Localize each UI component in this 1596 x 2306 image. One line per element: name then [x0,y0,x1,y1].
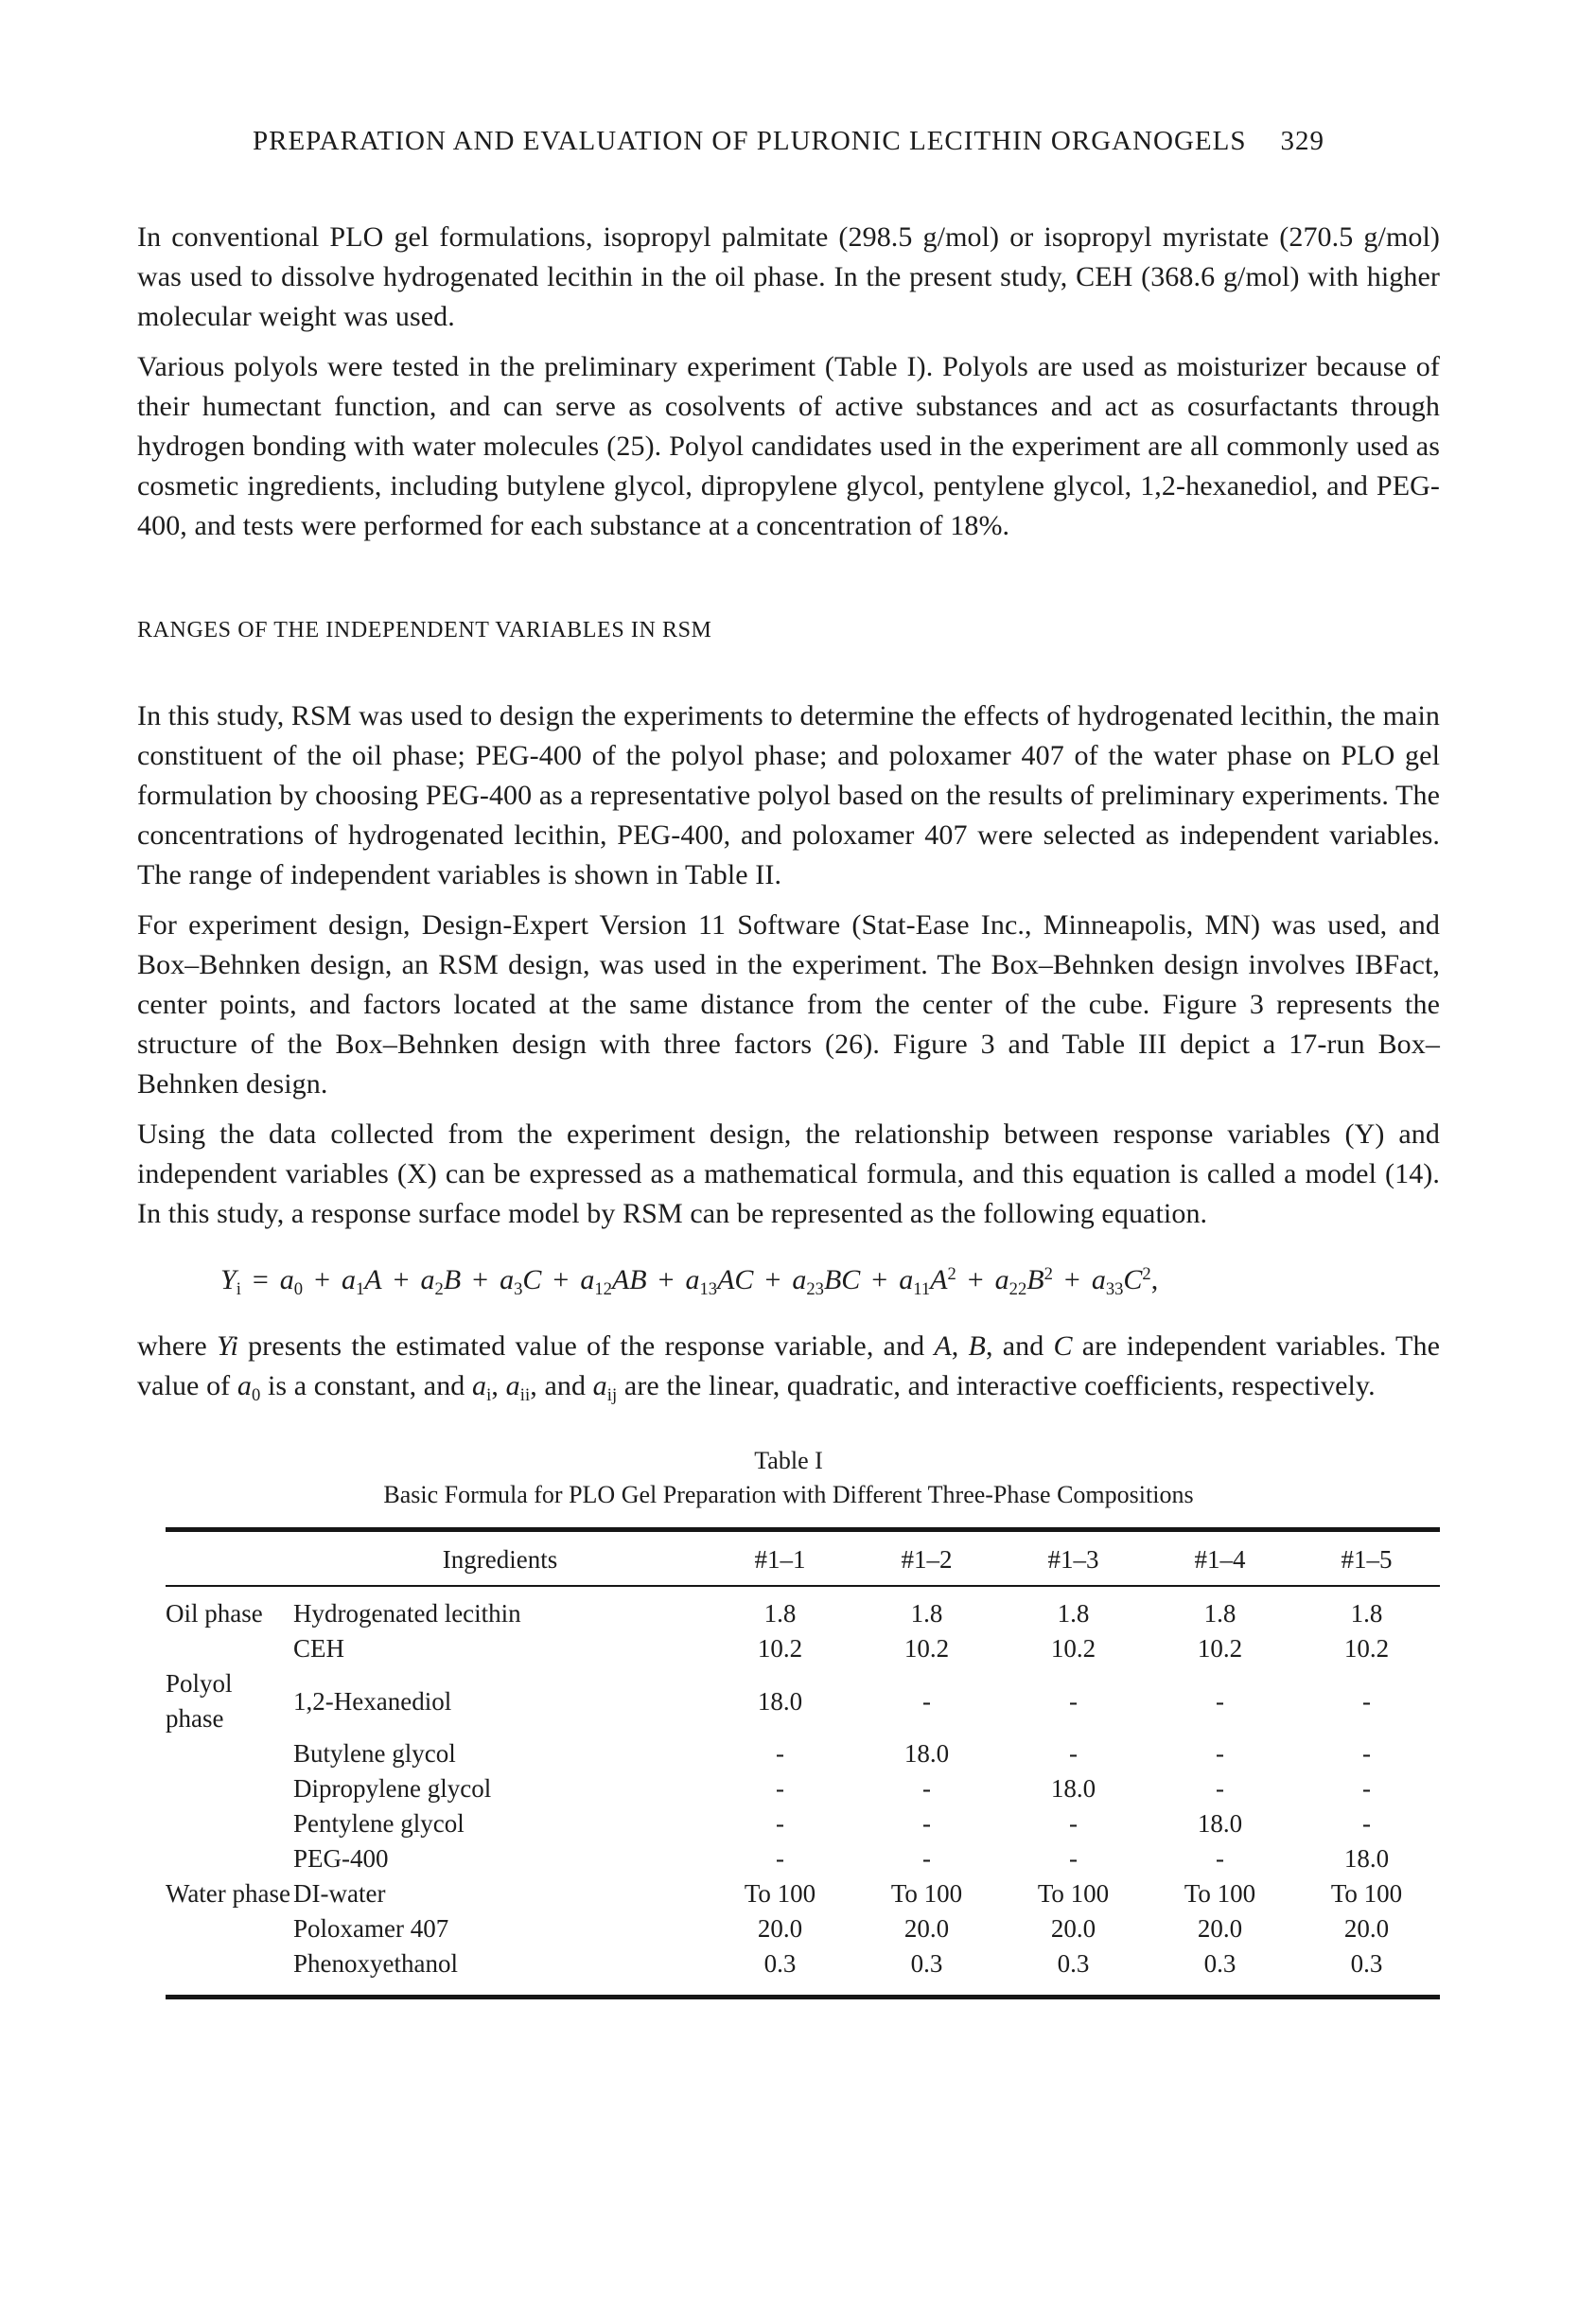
value-cell: 0.3 [1057,1949,1090,1978]
value-cell: To 100 [890,1879,963,1908]
value-cell: 10.2 [1343,1634,1390,1663]
value-cell: 10.2 [903,1634,950,1663]
value-cell: - [776,1809,784,1838]
value-cell: 10.2 [757,1634,803,1663]
value-cell: - [1069,1739,1078,1768]
table-1-caption-text: Basic Formula for PLO Gel Preparation with Different Three-Phase Compositions [383,1481,1194,1508]
table-row [166,1841,1440,1876]
phase-cell [166,1771,293,1806]
value-cell: - [922,1809,931,1838]
phase-cell: Oil phase [166,1599,263,1628]
table-row [166,1586,1440,1631]
value-cell: 1.8 [1350,1599,1383,1628]
column-header: #1–3 [1000,1530,1147,1587]
phase-cell [166,1946,293,1998]
ingredient-cell: Poloxamer 407 [293,1914,449,1943]
phase-cell: Polyol phase [166,1669,233,1733]
value-cell: To 100 [744,1879,816,1908]
column-header: #1–4 [1147,1530,1293,1587]
table-1-caption-label: Table I [754,1447,823,1474]
value-cell: 0.3 [1203,1949,1236,1978]
running-head [137,126,1440,157]
value-cell: 0.3 [910,1949,943,1978]
value-cell: - [1216,1774,1224,1803]
table-row [166,1771,1440,1806]
paragraph-coefficients: where Yi presents the estimated value of the response variable, and A, B, and C are independent variables. The value of $a_0$ is a constant, and $a_i$, $a_{ii}$, and $a_{ij}$ are the linear, quadratic, and interactive coefficients, respectively. [137,1330,1440,1405]
table-1-header [166,1530,1440,1587]
table-1-block [137,1444,1440,1999]
running-head-title: PREPARATION AND EVALUATION OF PLURONIC LECITHIN ORGANOGELS [253,126,1247,156]
value-cell: 1.8 [1203,1599,1236,1628]
value-cell: - [922,1686,931,1716]
phase-cell [166,1911,293,1946]
table-row [166,1876,1440,1911]
table-1-body [166,1586,1440,1998]
phase-cell [166,1806,293,1841]
value-cell: 1.8 [910,1599,943,1628]
value-cell: To 100 [1330,1879,1403,1908]
ingredient-cell: 1,2-Hexanediol [293,1686,452,1716]
paragraph-polyols-tested: Various polyols were tested in the preliminary experiment (Table I). Polyols are used as moisturizer because of their humectant function, and can serve as cosolvents of active substances and act as cosurfactants through hydrogen bonding with water molecules (25). Polyol candidates used in the experiment are all commonly used as cosmetic ingredients, including butylene glycol, dipropylene glycol, pentylene glycol, 1,2-hexanediol, and PEG-400, and tests were performed for each substance at a concentration of 18%. [137,351,1440,541]
section-heading-rsm-ranges: RANGES OF THE INDEPENDENT VARIABLES IN RSM [137,618,712,643]
value-cell: 18.0 [1343,1844,1390,1873]
value-cell: - [1362,1774,1371,1803]
value-cell: - [776,1844,784,1873]
value-cell: To 100 [1184,1879,1256,1908]
value-cell: 20.0 [1197,1914,1243,1943]
value-cell: - [1069,1844,1078,1873]
value-cell: 18.0 [1050,1774,1096,1803]
value-cell: 0.3 [763,1949,797,1978]
column-header [166,1530,293,1587]
phase-cell [166,1736,293,1771]
value-cell: - [1362,1739,1371,1768]
ingredient-cell: DI-water [293,1879,386,1908]
value-cell: 20.0 [1050,1914,1096,1943]
ingredient-cell: Pentylene glycol [293,1809,465,1838]
value-cell: - [922,1774,931,1803]
ingredient-cell: PEG-400 [293,1844,389,1873]
value-cell: 18.0 [1197,1809,1243,1838]
column-header: #1–1 [707,1530,853,1587]
value-cell: 10.2 [1050,1634,1096,1663]
paragraph-box-behnken: For experiment design, Design-Expert Version 11 Software (Stat-Ease Inc., Minneapolis, MN) was used, and Box–Behnken design, an RSM design, was used in the experiment. The Box–Behnken design involves IBFact, center points, and factors located at the same distance from the center of the cube. Figure 3 represents the structure of the Box–Behnken design with three factors (26). Figure 3 and Table III depict a 17-run Box–Behnken design. [137,909,1440,1100]
model-equation: $Y_i = a_0 + a_1A + a_2B + a_3C + a_{12}AB + a_{13}AC + a_{23}BC + a_{11}A^2 + a_{22}B^2 + a_{33}C^2$, [220,1263,1159,1299]
value-cell: 18.0 [903,1739,950,1768]
column-header: #1–5 [1293,1530,1440,1587]
value-cell: 18.0 [757,1686,803,1716]
paragraph-rsm-design: In this study, RSM was used to design the experiments to determine the effects of hydrogenated lecithin, the main constituent of the oil phase; PEG-400 of the polyol phase; and poloxamer 407 of the water phase on PLO gel formulation by choosing PEG-400 as a representative polyol based on the results of preliminary experiments. The concentrations of hydrogenated lecithin, PEG-400, and poloxamer 407 were selected as independent variables. The range of independent variables is shown in Table II. [137,700,1440,890]
value-cell: - [776,1774,784,1803]
phase-cell [166,1841,293,1876]
column-header: #1–2 [853,1530,1000,1587]
ingredient-cell: Butylene glycol [293,1739,456,1768]
column-header: Ingredients [293,1530,707,1587]
phase-cell: Water phase [166,1879,291,1908]
value-cell: - [1216,1739,1224,1768]
table-row [166,1736,1440,1771]
value-cell: - [1216,1844,1224,1873]
paragraph-conventional-plo: In conventional PLO gel formulations, isopropyl palmitate (298.5 g/mol) or isopropyl myristate (270.5 g/mol) was used to dissolve hydrogenated lecithin in the oil phase. In the present study, CEH (368.6 g/mol) with higher molecular weight was used. [137,221,1440,332]
phase-cell [166,1631,293,1666]
table-row [166,1946,1440,1998]
value-cell: 1.8 [763,1599,797,1628]
value-cell: 20.0 [903,1914,950,1943]
table-row [166,1631,1440,1666]
value-cell: - [922,1844,931,1873]
value-cell: 10.2 [1197,1634,1243,1663]
value-cell: 20.0 [757,1914,803,1943]
ingredient-cell: Dipropylene glycol [293,1774,492,1803]
value-cell: - [1362,1809,1371,1838]
ingredient-cell: CEH [293,1634,344,1663]
value-cell: 0.3 [1350,1949,1383,1978]
ingredient-cell: Hydrogenated lecithin [293,1599,521,1628]
ingredient-cell: Phenoxyethanol [293,1949,458,1978]
basic-formula-table [166,1527,1440,1999]
value-cell: 20.0 [1343,1914,1390,1943]
value-cell: 1.8 [1057,1599,1090,1628]
table-1-caption [137,1444,1440,1512]
table-row [166,1806,1440,1841]
value-cell: To 100 [1037,1879,1110,1908]
table-row [166,1911,1440,1946]
value-cell: - [776,1739,784,1768]
paragraph-model-intro: Using the data collected from the experiment design, the relationship between response variables (Y) and independent variables (X) can be expressed as a mathematical formula, and this equation is called a model (14). In this study, a response surface model by RSM can be represented as the following equation. [137,1118,1440,1229]
page-number: 329 [1280,126,1324,156]
table-row [166,1666,1440,1736]
value-cell: - [1069,1686,1078,1716]
value-cell: - [1216,1686,1224,1716]
value-cell: - [1362,1686,1371,1716]
value-cell: - [1069,1809,1078,1838]
